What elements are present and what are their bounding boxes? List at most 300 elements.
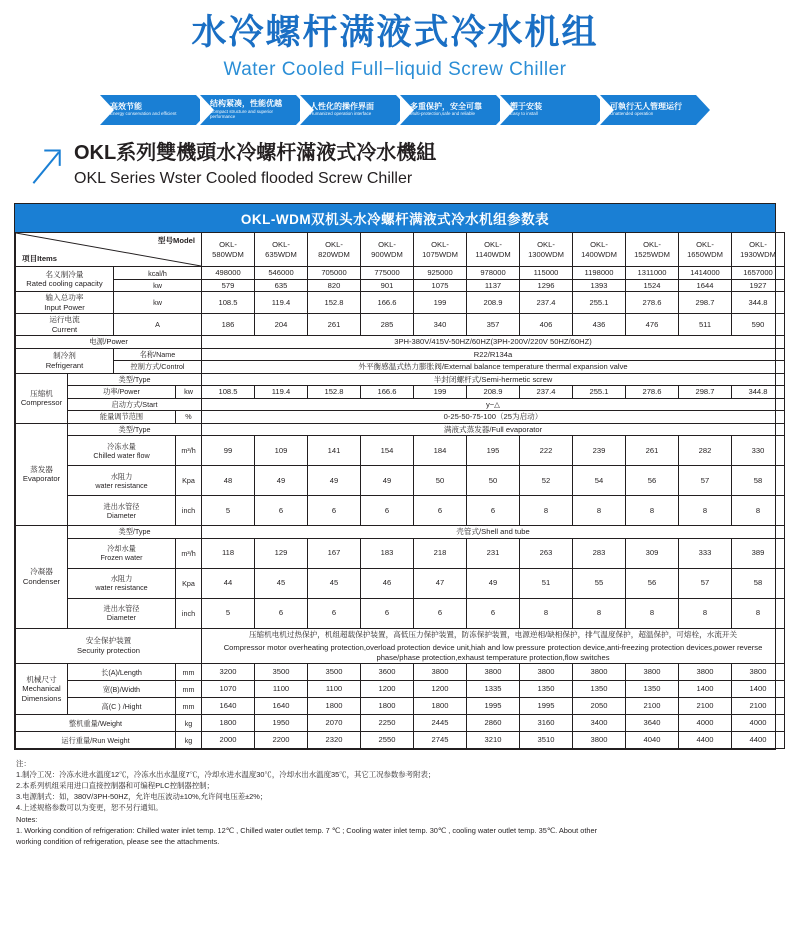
cell: 978000 xyxy=(467,267,520,279)
corner-items-label: 项目Items xyxy=(22,253,58,263)
cell: 8 xyxy=(520,598,573,628)
cell: 119.4 xyxy=(255,292,308,314)
cell: 1657000 xyxy=(732,267,785,279)
table-row xyxy=(16,292,785,314)
cell: 278.6 xyxy=(626,292,679,314)
column-header: OKL- 580WDM xyxy=(202,233,255,267)
cell: 1800 xyxy=(308,698,361,715)
cell: 49 xyxy=(255,466,308,496)
cell: 49 xyxy=(467,568,520,598)
cell: 99 xyxy=(202,436,255,466)
series-heading xyxy=(30,141,776,190)
cell: 8 xyxy=(626,598,679,628)
cell-comp-capacity: 0-25-50-75-100（25为启动） xyxy=(202,411,785,423)
cell: 1400 xyxy=(679,681,732,698)
cell: 1927 xyxy=(732,279,785,291)
cell: 8 xyxy=(573,496,626,526)
cell: 45 xyxy=(308,568,361,598)
cell: 166.6 xyxy=(361,292,414,314)
cell: 1200 xyxy=(414,681,467,698)
cell: 2100 xyxy=(732,698,785,715)
cell: 4040 xyxy=(626,732,679,749)
cell: 282 xyxy=(679,436,732,466)
table-row xyxy=(16,681,785,698)
row-label-security: 安全保护装置 Security protection xyxy=(16,628,202,663)
cell: 218 xyxy=(414,538,467,568)
cell: 208.9 xyxy=(467,292,520,314)
cell: 298.7 xyxy=(679,386,732,398)
sublabel-control: 控制方式/Control xyxy=(114,361,202,373)
cell: 820 xyxy=(308,279,361,291)
note-line-en: 1. Working condition of refrigeration: Chilled water inlet temp. 12℃ , Chilled water outlet temp. 7 ℃ ; Cooling water inlet temp. 30℃ , cooling water outlet temp. 35℃. About other xyxy=(16,825,598,835)
unit-cell: A xyxy=(114,314,202,336)
table-row xyxy=(16,538,785,568)
cell: 278.6 xyxy=(626,386,679,398)
table-row xyxy=(16,526,785,538)
row-label-cooling-capacity: 名义制冷量 Rated cooling capacity xyxy=(16,267,114,292)
cell: 498000 xyxy=(202,267,255,279)
cell: 1800 xyxy=(414,698,467,715)
cell: 4000 xyxy=(732,715,785,732)
cell: 2200 xyxy=(255,732,308,749)
cell: 6 xyxy=(361,598,414,628)
cell: 1350 xyxy=(573,681,626,698)
cell: 6 xyxy=(414,496,467,526)
feature-label-en: Easy to install xyxy=(510,111,538,117)
cell: 357 xyxy=(467,314,520,336)
cell: 436 xyxy=(573,314,626,336)
cell: 1414000 xyxy=(679,267,732,279)
row-label-evaporator: 蒸发器 Evaporator xyxy=(16,423,68,525)
cell-refrigerant-name: R22/R134a xyxy=(202,348,785,360)
feature-arrow xyxy=(400,95,496,125)
cell: 152.8 xyxy=(308,292,361,314)
cell: 635 xyxy=(255,279,308,291)
feature-arrow xyxy=(100,95,196,125)
cell: 184 xyxy=(414,436,467,466)
notes-title-en: Notes: xyxy=(16,814,38,824)
cell: 1393 xyxy=(573,279,626,291)
cell: 57 xyxy=(679,466,732,496)
feature-arrow xyxy=(600,95,696,125)
cell: 3600 xyxy=(361,664,414,681)
cell: 50 xyxy=(414,466,467,496)
sublabel-evap-diameter: 进出水管径 Diameter xyxy=(68,496,176,526)
note-line: 1.制冷工况：冷冻水进水温度12℃，冷冻水出水温度7℃，冷却水进水温度30℃，冷却水出水温度35℃，其它工况参数参考附表； xyxy=(16,770,436,780)
cell: 3800 xyxy=(679,664,732,681)
unit-cell: inch xyxy=(176,598,202,628)
row-label-current: 运行电流 Current xyxy=(16,314,114,336)
table-header-row xyxy=(16,233,785,267)
cell: 344.8 xyxy=(732,386,785,398)
row-label-compressor: 压缩机 Compressor xyxy=(16,373,68,423)
table-row xyxy=(16,361,785,373)
cell: 237.4 xyxy=(520,292,573,314)
table-row xyxy=(16,373,785,385)
cell: 8 xyxy=(732,496,785,526)
cell: 55 xyxy=(573,568,626,598)
cell: 2250 xyxy=(361,715,414,732)
unit-cell: m³/h xyxy=(176,538,202,568)
column-header: OKL- 1525WDM xyxy=(626,233,679,267)
feature-label-en: Humanized operation interface xyxy=(310,111,372,117)
cell: 6 xyxy=(255,496,308,526)
table-row xyxy=(16,715,785,732)
cell: 8 xyxy=(520,496,573,526)
row-label-refrigerant: 制冷剂 Refrigerant xyxy=(16,348,114,373)
unit-cell: mm xyxy=(176,681,202,698)
cell: 8 xyxy=(679,598,732,628)
cell: 1995 xyxy=(520,698,573,715)
sublabel-width: 宽(B)/Width xyxy=(68,681,176,698)
table-row xyxy=(16,436,785,466)
cell: 3800 xyxy=(626,664,679,681)
cell: 1640 xyxy=(255,698,308,715)
cell: 5 xyxy=(202,598,255,628)
cell: 283 xyxy=(573,538,626,568)
unit-cell: inch xyxy=(176,496,202,526)
feature-arrow xyxy=(300,95,396,125)
cell: 1350 xyxy=(626,681,679,698)
cell: 58 xyxy=(732,568,785,598)
cell: 49 xyxy=(308,466,361,496)
table-row xyxy=(16,598,785,628)
cell: 1075 xyxy=(414,279,467,291)
cell-control: 外平衡感温式热力膨胀阀/External balance temperature thermal expansion valve xyxy=(202,361,785,373)
sublabel-cond-flow: 冷却水量 Frozen water xyxy=(68,538,176,568)
cell: 54 xyxy=(573,466,626,496)
cell: 6 xyxy=(255,598,308,628)
sublabel-evap-flow: 冷冻水量 Chilled water flow xyxy=(68,436,176,466)
sublabel-comp-power: 功率/Power xyxy=(68,386,176,398)
cell: 195 xyxy=(467,436,520,466)
feature-arrow xyxy=(500,95,596,125)
cell: 8 xyxy=(573,598,626,628)
cell: 340 xyxy=(414,314,467,336)
cell: 901 xyxy=(361,279,414,291)
cell: 4400 xyxy=(732,732,785,749)
cell: 1100 xyxy=(255,681,308,698)
series-title-cn: OKL系列雙機頭水冷螺杆滿液式冷水機組 xyxy=(74,141,437,164)
cell: 261 xyxy=(308,314,361,336)
sublabel-comp-type: 类型/Type xyxy=(68,373,202,385)
cell: 108.5 xyxy=(202,386,255,398)
cell: 1640 xyxy=(202,698,255,715)
cell: 333 xyxy=(679,538,732,568)
notes-section xyxy=(16,758,776,847)
cell: 199 xyxy=(414,292,467,314)
sublabel-evap-type: 类型/Type xyxy=(68,423,202,435)
cell: 231 xyxy=(467,538,520,568)
table-row xyxy=(16,411,785,423)
cell: 45 xyxy=(255,568,308,598)
cell: 3510 xyxy=(520,732,573,749)
cell: 44 xyxy=(202,568,255,598)
cell: 546000 xyxy=(255,267,308,279)
cell: 309 xyxy=(626,538,679,568)
cell: 4400 xyxy=(679,732,732,749)
feature-label-cn: 结构紧凑，性能优越 xyxy=(210,98,282,108)
cell: 1400 xyxy=(732,681,785,698)
cell: 108.5 xyxy=(202,292,255,314)
unit-cell: mm xyxy=(176,698,202,715)
cell: 118 xyxy=(202,538,255,568)
cell: 3640 xyxy=(626,715,679,732)
feature-label-en: Compact structure and superior performance xyxy=(210,108,274,119)
cell: 1296 xyxy=(520,279,573,291)
cell: 3500 xyxy=(255,664,308,681)
cell: 2320 xyxy=(308,732,361,749)
cell: 1335 xyxy=(467,681,520,698)
cell: 58 xyxy=(732,466,785,496)
security-text-cn: 压缩机电机过热保护，机组超载保护装置，高低压力保护装置，防冻保护装置，电源逆相/缺相保护，排气温度保护，超温保护，可熔栓，水流开关 xyxy=(248,629,738,639)
cell: 6 xyxy=(467,598,520,628)
cell: 152.8 xyxy=(308,386,361,398)
cell: 50 xyxy=(467,466,520,496)
cell: 579 xyxy=(202,279,255,291)
cell: 186 xyxy=(202,314,255,336)
corner-model-label: 型号Model xyxy=(157,236,195,246)
cell: 2745 xyxy=(414,732,467,749)
cell: 2070 xyxy=(308,715,361,732)
feature-label-cn: 可執行无人管理运行 xyxy=(610,101,682,111)
cell: 1311000 xyxy=(626,267,679,279)
table-row xyxy=(16,314,785,336)
column-header: OKL- 820WDM xyxy=(308,233,361,267)
unit-cell: kcal/h xyxy=(114,267,202,279)
spec-table-wrapper xyxy=(14,203,776,750)
cell: 167 xyxy=(308,538,361,568)
cell: 1800 xyxy=(361,698,414,715)
notes-title-cn: 注： xyxy=(16,759,31,769)
unit-cell: kg xyxy=(176,732,202,749)
note-line: 2.本系列机组采用进口直接控制器和可编程PLC控制器控制； xyxy=(16,781,214,791)
cell: 49 xyxy=(361,466,414,496)
sublabel-height: 高(C ) /Hight xyxy=(68,698,176,715)
feature-label-cn: 高效节能 xyxy=(110,101,142,111)
cell: 51 xyxy=(520,568,573,598)
cell: 1198000 xyxy=(573,267,626,279)
cell: 1137 xyxy=(467,279,520,291)
table-row xyxy=(16,628,785,663)
cell: 389 xyxy=(732,538,785,568)
unit-cell: kw xyxy=(114,279,202,291)
feature-label-en: Energy conservation and efficient xyxy=(110,111,177,117)
table-row xyxy=(16,496,785,526)
feature-label-en: Unattended operation xyxy=(610,111,654,117)
table-row xyxy=(16,398,785,410)
cell: 2050 xyxy=(573,698,626,715)
row-label-dimensions: 机械尺寸 Mechanical Dimensions xyxy=(16,664,68,715)
unit-cell: m³/h xyxy=(176,436,202,466)
cell: 1995 xyxy=(467,698,520,715)
page-title-en: Water Cooled Full−liquid Screw Chiller xyxy=(223,58,567,80)
cell: 344.8 xyxy=(732,292,785,314)
table-row xyxy=(16,386,785,398)
table-row xyxy=(16,267,785,279)
table-row xyxy=(16,279,785,291)
corner-cell xyxy=(16,233,202,267)
cell: 2100 xyxy=(626,698,679,715)
cell: 129 xyxy=(255,538,308,568)
cell: 237.4 xyxy=(520,386,573,398)
cell: 2000 xyxy=(202,732,255,749)
cell: 3210 xyxy=(467,732,520,749)
cell: 406 xyxy=(520,314,573,336)
cell: 511 xyxy=(679,314,732,336)
feature-label-cn: 人性化的操作界面 xyxy=(310,101,374,111)
cell: 255.1 xyxy=(573,386,626,398)
column-header: OKL- 1650WDM xyxy=(679,233,732,267)
unit-cell: kw xyxy=(114,292,202,314)
series-title-en: OKL Series Wster Cooled flooded Screw Chiller xyxy=(74,169,413,187)
cell: 8 xyxy=(732,598,785,628)
column-header: OKL- 635WDM xyxy=(255,233,308,267)
cell: 2860 xyxy=(467,715,520,732)
cell: 47 xyxy=(414,568,467,598)
cell: 1644 xyxy=(679,279,732,291)
cell: 261 xyxy=(626,436,679,466)
cell: 705000 xyxy=(308,267,361,279)
cell: 5 xyxy=(202,496,255,526)
cell: 46 xyxy=(361,568,414,598)
cell: 8 xyxy=(626,496,679,526)
cell: 8 xyxy=(679,496,732,526)
cell: 183 xyxy=(361,538,414,568)
cell: 2100 xyxy=(679,698,732,715)
cell: 3160 xyxy=(520,715,573,732)
spec-table xyxy=(15,232,785,749)
cell: 3500 xyxy=(308,664,361,681)
cell: 476 xyxy=(626,314,679,336)
cell-comp-type: 半封闭螺杆式/Semi-hermetic screw xyxy=(202,373,785,385)
unit-cell: % xyxy=(176,411,202,423)
cell: 1350 xyxy=(520,681,573,698)
cell: 1100 xyxy=(308,681,361,698)
cell: 285 xyxy=(361,314,414,336)
cell: 298.7 xyxy=(679,292,732,314)
cell: 3800 xyxy=(414,664,467,681)
cell: 4000 xyxy=(679,715,732,732)
cell: 6 xyxy=(467,496,520,526)
cell: 239 xyxy=(573,436,626,466)
cell: 3400 xyxy=(573,715,626,732)
table-row xyxy=(16,664,785,681)
column-header: OKL- 1140WDM xyxy=(467,233,520,267)
row-label-condenser: 冷凝器 Condenser xyxy=(16,526,68,628)
unit-cell: mm xyxy=(176,664,202,681)
sublabel-length: 长(A)/Length xyxy=(68,664,176,681)
sublabel-refrigerant-name: 名称/Name xyxy=(114,348,202,360)
cell-comp-start: y−△ xyxy=(202,398,785,410)
table-row xyxy=(16,732,785,749)
cell: 115000 xyxy=(520,267,573,279)
cell-power-supply: 3PH-380V/415V-50HZ/60HZ(3PH-200V/220V 50HZ/60HZ) xyxy=(202,336,785,348)
sublabel-comp-capacity: 能量调节范围 xyxy=(68,411,176,423)
cell: 3800 xyxy=(573,664,626,681)
cell: 204 xyxy=(255,314,308,336)
sublabel-cond-resistance: 水阻力 water resistance xyxy=(68,568,176,598)
cell: 52 xyxy=(520,466,573,496)
feature-label-en: Multi-protection,safe and reliable xyxy=(410,111,476,117)
cell: 925000 xyxy=(414,267,467,279)
cell: 330 xyxy=(732,436,785,466)
cell: 48 xyxy=(202,466,255,496)
column-header: OKL- 1930WDM xyxy=(732,233,785,267)
table-row xyxy=(16,423,785,435)
cell: 590 xyxy=(732,314,785,336)
feature-label-cn: 多重保护，安全可靠 xyxy=(410,101,482,111)
row-label-weight: 整机重量/Weight xyxy=(16,715,176,732)
column-header: OKL- 1400WDM xyxy=(573,233,626,267)
cell: 3800 xyxy=(573,732,626,749)
feature-label-cn: 塑于安装 xyxy=(510,101,542,111)
cell: 3800 xyxy=(732,664,785,681)
note-line: 3.电源制式：如，380V/3PH-50HZ，允许电压波动±10%,允许间电压差±2%； xyxy=(16,792,268,802)
cell: 154 xyxy=(361,436,414,466)
sublabel-comp-start: 启动方式/Start xyxy=(68,398,202,410)
cell: 119.4 xyxy=(255,386,308,398)
security-text-en: Compressor motor overheating protection,overload protection device unit,hiah and low pressure protection device,anti-freezing protection devices,power reverse phase/phase protection,exhaust temperature protection,flow switches xyxy=(223,643,763,662)
column-header: OKL- 900WDM xyxy=(361,233,414,267)
cell: 2550 xyxy=(361,732,414,749)
cell: 166.6 xyxy=(361,386,414,398)
unit-cell: Kpa xyxy=(176,568,202,598)
cell: 57 xyxy=(679,568,732,598)
spec-table-title: OKL-WDM双机头水冷螺杆满液式冷水机组参数表 xyxy=(15,204,775,232)
column-header: OKL- 1075WDM xyxy=(414,233,467,267)
cell-evap-type: 满液式蒸发器/Full evaporator xyxy=(202,423,785,435)
cell: 109 xyxy=(255,436,308,466)
table-row xyxy=(16,336,785,348)
cell: 1524 xyxy=(626,279,679,291)
cell: 1950 xyxy=(255,715,308,732)
row-label-power-supply: 电源/Power xyxy=(16,336,202,348)
cell: 56 xyxy=(626,568,679,598)
cell: 255.1 xyxy=(573,292,626,314)
unit-cell: kg xyxy=(176,715,202,732)
row-label-input-power: 输入总功率 Input Power xyxy=(16,292,114,314)
table-row xyxy=(16,698,785,715)
feature-arrow xyxy=(200,95,296,125)
cell: 3800 xyxy=(467,664,520,681)
cell: 6 xyxy=(414,598,467,628)
note-line-en: working condition of refrigeration, please see the attachments. xyxy=(16,836,220,846)
table-row xyxy=(16,348,785,360)
cell: 2445 xyxy=(414,715,467,732)
cell: 6 xyxy=(308,496,361,526)
page-title-cn: 水冷螺杆满液式冷水机组 xyxy=(191,13,599,52)
feature-banner xyxy=(14,95,776,125)
up-right-arrow-icon xyxy=(30,141,64,185)
cell-cond-type: 壳管式/Shell and tube xyxy=(202,526,785,538)
cell: 1800 xyxy=(202,715,255,732)
cell: 208.9 xyxy=(467,386,520,398)
cell: 6 xyxy=(308,598,361,628)
cell: 199 xyxy=(414,386,467,398)
cell: 1200 xyxy=(361,681,414,698)
cell: 141 xyxy=(308,436,361,466)
cell: 263 xyxy=(520,538,573,568)
table-row xyxy=(16,466,785,496)
unit-cell: kw xyxy=(176,386,202,398)
cell: 775000 xyxy=(361,267,414,279)
unit-cell: Kpa xyxy=(176,466,202,496)
sublabel-cond-type: 类型/Type xyxy=(68,526,202,538)
cell: 1070 xyxy=(202,681,255,698)
page-root xyxy=(0,14,790,847)
sublabel-cond-diameter: 进出水管径 Diameter xyxy=(68,598,176,628)
